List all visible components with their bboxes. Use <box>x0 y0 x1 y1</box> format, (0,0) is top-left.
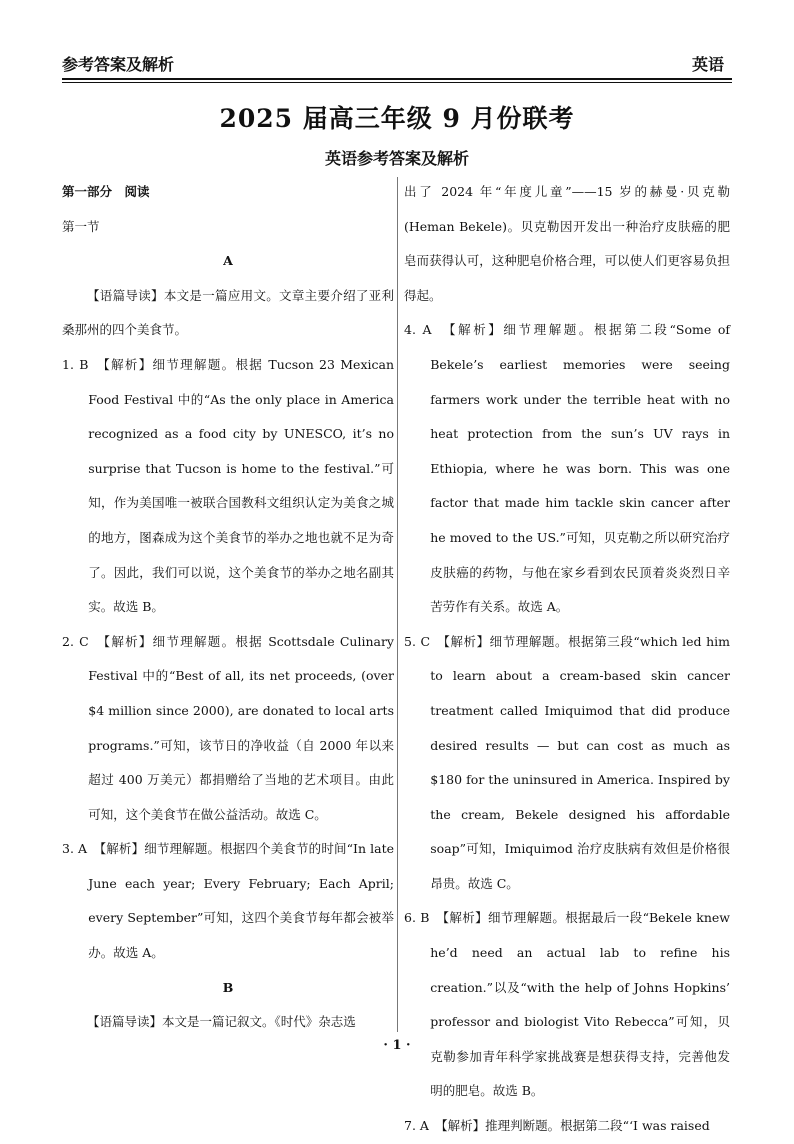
page-title: 2025 届高三年级 9 月份联考 <box>219 104 575 133</box>
header-rule-thick <box>62 78 732 80</box>
page-number: · 1 · <box>383 1038 411 1053</box>
passage-a-intro: 【语篇导读】本文是一篇应用文。文章主要介绍了亚利桑那州的四个美食节。 <box>62 287 394 338</box>
passage-b-intro: 【语篇导读】本文是一篇记叙文。《时代》杂志选 <box>87 1014 356 1030</box>
right-column <box>404 175 730 1144</box>
left-column <box>62 175 394 1040</box>
header-rule-thin <box>62 82 732 83</box>
section-heading: 第一节 <box>62 218 100 234</box>
answer-7: 7. A 【解析】推理判断题。根据第二段“‘I was raised <box>404 1118 710 1134</box>
answer-4: 4. A 【解析】细节理解题。根据第二段“Some of Bekele’s earliest memories were seeing farmers work under the terrible heat with no heat protection from the sun’s UV rays in Ethiopia, where he was born. This was one factor that made him tackle skin cancer after he moved to the US.”可知，贝克勒之所以研究治疗皮肤癌的药物，与他在家乡看到农民顶着炎炎烈日辛苦劳作有关系。故选 A。 <box>404 322 730 615</box>
column-divider <box>397 177 398 1032</box>
part-heading: 第一部分 阅读 <box>62 184 150 199</box>
header-left-label: 参考答案及解析 <box>62 55 175 74</box>
passage-a-label: A <box>223 253 233 269</box>
passage-b-intro-continued: 出了 2024 年“年度儿童”——15 岁的赫曼·贝克勒(Heman Bekele)。贝克勒因开发出一种治疗皮肤癌的肥皂而获得认可，这种肥皂价格合理，可以使人们更容易负担得起。 <box>404 184 730 303</box>
page-subtitle: 英语参考答案及解析 <box>324 149 469 168</box>
answer-3: 3. A 【解析】细节理解题。根据四个美食节的时间“In late June each year; Every February; Each April; every September”可知，这四个美食节每年都会被举办。故选 A。 <box>62 841 394 961</box>
answer-6: 6. B 【解析】细节理解题。根据最后一段“Bekele knew he’d need an actual lab to refine his creation.”以及“with the help of Johns Hopkins’ professor and biologist Vito Rebecca”可知，贝克勒参加青年科学家挑战赛是想获得支持，完善他发明的肥皂。故选 B。 <box>404 910 730 1099</box>
answer-1: 1. B 【解析】细节理解题。根据 Tucson 23 Mexican Food Festival 中的“As the only place in America recognized as a food city by UNESCO, it’s no surprise that Tucson is home to the festival.”可知，作为美国唯一被联合国教科文组织认定为美食之城的地方，图森成为这个美食节的举办之地也就不足为奇了。因此，我们可以说，这个美食节的举办之地名副其实。故选 B。 <box>62 356 394 615</box>
header-subject-label: 英语 <box>691 55 724 74</box>
answer-2: 2. C 【解析】细节理解题。根据 Scottsdale Culinary Festival 中的“Best of all, its net proceeds, (over $4 million since 2000), are donated to local arts programs.”可知，该节日的净收益（自 2000 年以来超过 400 万美元）都捐赠给了当地的艺术项目。由此可知，这个美食节在做公益活动。故选 C。 <box>62 633 394 822</box>
answer-5: 5. C 【解析】细节理解题。根据第三段“which led him to learn about a cream-based skin cancer treatment called Imiquimod that did produce desired results — but can cost as much as $180 for the uninsured in America. Inspired by the cream, Bekele designed his affordable soap”可知，Imiquimod 治疗皮肤病有效但是价格很昂贵。故选 C。 <box>404 633 730 891</box>
passage-b-label: B <box>222 979 234 995</box>
